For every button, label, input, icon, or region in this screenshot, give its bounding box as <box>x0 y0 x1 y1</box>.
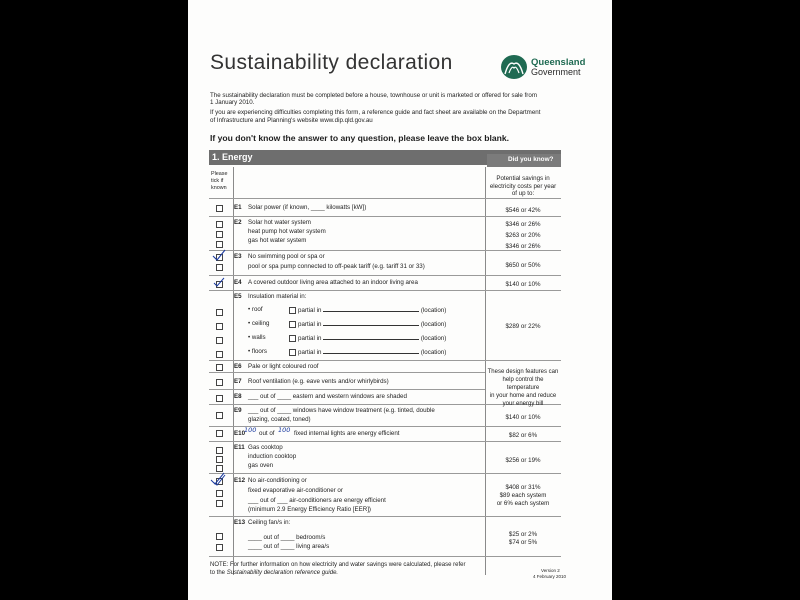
intro-line: of Infrastructure and Planning's website www.dip.qld.gov.au <box>210 117 373 124</box>
e10-checkbox[interactable] <box>216 430 223 437</box>
e11-gas-oven-checkbox[interactable] <box>216 465 223 472</box>
e5-ceiling-partial-checkbox[interactable] <box>289 321 296 328</box>
savings-value: $408 or 31% $89 each system or 6% each system <box>496 484 550 507</box>
item-code: E10 <box>234 430 246 437</box>
item-text: ___ out of ___ air-conditioners are energy efficient <box>248 497 386 504</box>
item-text: Gas cooktop <box>248 444 283 451</box>
row-divider <box>209 441 561 442</box>
footer-note: NOTE: For further information on how electricity and water savings were calculated, please refer <box>210 562 466 568</box>
column-divider <box>233 167 234 575</box>
did-you-know-label: Did you know? <box>508 156 554 163</box>
item-text: out of <box>259 430 275 437</box>
item-text: glazing, coated, toned) <box>248 416 311 423</box>
item-text: ____ out of ____ bedroom/s <box>248 534 326 541</box>
e5-roof-checkbox[interactable] <box>216 309 223 316</box>
e12-evaporative-checkbox[interactable] <box>216 490 223 497</box>
checkmark-icon <box>213 277 225 287</box>
item-text: Solar hot water system <box>248 219 311 226</box>
item-code: E6 <box>234 363 242 370</box>
savings-value: $546 or 42% <box>505 207 541 214</box>
e5-floors-partial-checkbox[interactable] <box>289 349 296 356</box>
form-page <box>188 0 612 600</box>
item-text: ___ out of ____ eastern and western windows are shaded <box>248 393 407 400</box>
e11-gas-cooktop-checkbox[interactable] <box>216 447 223 454</box>
handwritten-number: 100 <box>278 426 291 434</box>
item-code: E13 <box>234 519 246 526</box>
insulation-place: • floors <box>248 348 268 355</box>
item-code: E2 <box>234 219 242 226</box>
item-text: Insulation material in: <box>248 293 307 300</box>
e3-offpeak-checkbox[interactable] <box>216 264 223 271</box>
handwritten-number: 100 <box>244 426 257 434</box>
insulation-partial: partial in (location) <box>298 307 447 314</box>
item-text: Pale or light coloured roof <box>248 363 319 370</box>
e5-ceiling-checkbox[interactable] <box>216 323 223 330</box>
footer-note: to the Sustainability declaration reference guide. <box>210 570 339 576</box>
insulation-partial: partial in (location) <box>298 335 447 342</box>
savings-value: $650 or 50% <box>505 262 541 269</box>
checkmark-icon <box>212 249 226 261</box>
item-text: pool or spa pump connected to off-peak tariff (e.g. tariff 31 or 33) <box>248 263 425 270</box>
insulation-place: • ceiling <box>248 320 270 327</box>
item-code: E5 <box>234 293 242 300</box>
savings-value: $256 or 19% <box>505 457 541 464</box>
item-text: induction cooktop <box>248 453 297 460</box>
item-code: E1 <box>234 204 242 211</box>
e2-solar-checkbox[interactable] <box>216 221 223 228</box>
item-code: E9 <box>234 407 242 414</box>
item-text: fixed internal lights are energy efficient <box>294 430 400 437</box>
item-code: E12 <box>234 477 246 484</box>
e5-walls-partial-checkbox[interactable] <box>289 335 296 342</box>
section-title: 1. Energy <box>212 152 253 162</box>
item-text: Ceiling fan/s in: <box>248 519 291 526</box>
item-text: No air-conditioning or <box>248 477 307 484</box>
e13-bedroom-checkbox[interactable] <box>216 533 223 540</box>
intro-line: If you are experiencing difficulties completing this form, a reference guide and fact sheet are available on the Department <box>210 109 541 116</box>
savings-value: $82 or 6% <box>508 432 538 439</box>
savings-value: $25 or 2% $74 or 5% <box>508 531 538 546</box>
logo-text-government: Government <box>531 67 581 77</box>
queensland-crest-icon <box>500 54 528 80</box>
item-code: E8 <box>234 393 242 400</box>
item-text: gas oven <box>248 462 274 469</box>
row-divider <box>209 372 485 373</box>
item-text: (minimum 2.9 Energy Efficiency Ratio [EER]) <box>248 506 371 513</box>
intro-line: 1 January 2010. <box>210 99 255 106</box>
item-text: heat pump hot water system <box>248 228 326 235</box>
row-divider <box>209 389 485 390</box>
row-divider <box>209 473 561 474</box>
e2-gas-checkbox[interactable] <box>216 241 223 248</box>
item-code: E11 <box>234 444 245 451</box>
item-code: E7 <box>234 378 242 385</box>
e6-checkbox[interactable] <box>216 364 223 371</box>
savings-value: $346 or 26% <box>505 221 541 228</box>
e5-walls-checkbox[interactable] <box>216 337 223 344</box>
row-divider <box>209 216 561 217</box>
potential-savings-label: Potential savings in electricity costs per year of up to: <box>489 175 557 197</box>
savings-value: $346 or 26% <box>505 243 541 250</box>
e1-checkbox[interactable] <box>216 205 223 212</box>
page-title: Sustainability declaration <box>210 51 453 74</box>
row-divider <box>209 426 561 427</box>
row-divider <box>209 516 561 517</box>
e8-checkbox[interactable] <box>216 395 223 402</box>
savings-value: $140 or 10% <box>505 281 541 288</box>
tick-label: Please tick if known <box>211 171 228 191</box>
e13-living-checkbox[interactable] <box>216 544 223 551</box>
e11-induction-checkbox[interactable] <box>216 456 223 463</box>
item-code: E3 <box>234 253 242 260</box>
version-date: 4 February 2010 <box>533 574 567 579</box>
instruction-notice: If you don't know the answer to any question, please leave the box blank. <box>210 133 510 143</box>
item-text: ___ out of ____ windows have window treatment (e.g. tinted, double <box>248 407 435 414</box>
e5-roof-partial-checkbox[interactable] <box>289 307 296 314</box>
savings-value: $140 or 10% <box>505 414 541 421</box>
design-note: These design features can help control the temperature in your home and reduce your energy bill <box>487 369 559 407</box>
item-text: fixed evaporative air-conditioner or <box>248 487 343 494</box>
e12-efficient-checkbox[interactable] <box>216 500 223 507</box>
item-text: ____ out of ____ living area/s <box>248 543 330 550</box>
e5-floors-checkbox[interactable] <box>216 351 223 358</box>
intro-line: The sustainability declaration must be completed before a house, townhouse or unit is marketed or offered for sale from <box>210 92 537 99</box>
insulation-partial: partial in (location) <box>298 321 447 328</box>
row-divider <box>209 250 561 251</box>
item-code: E4 <box>234 279 242 286</box>
insulation-place: • roof <box>248 306 263 313</box>
savings-value: $263 or 20% <box>505 232 541 239</box>
row-divider <box>209 198 561 199</box>
e9-checkbox[interactable] <box>216 412 223 419</box>
row-divider <box>209 275 561 276</box>
row-divider <box>209 290 561 291</box>
item-text: Roof ventilation (e.g. eave vents and/or whirlybirds) <box>248 378 389 385</box>
checkmark-icon <box>210 472 226 486</box>
item-text: Solar power (if known, ____ kilowatts [kW]) <box>248 204 367 211</box>
item-text: gas hot water system <box>248 237 307 244</box>
e2-heatpump-checkbox[interactable] <box>216 231 223 238</box>
item-text: No swimming pool or spa or <box>248 253 325 260</box>
row-divider <box>209 360 561 361</box>
savings-value: $289 or 22% <box>505 323 541 330</box>
insulation-place: • walls <box>248 334 266 341</box>
item-text: A covered outdoor living area attached to an indoor living area <box>248 279 418 286</box>
version-label: Version 2 <box>541 568 560 573</box>
logo-text-queensland: Queensland <box>531 57 586 68</box>
insulation-partial: partial in (location) <box>298 349 447 356</box>
e7-checkbox[interactable] <box>216 379 223 386</box>
row-divider <box>209 556 561 557</box>
